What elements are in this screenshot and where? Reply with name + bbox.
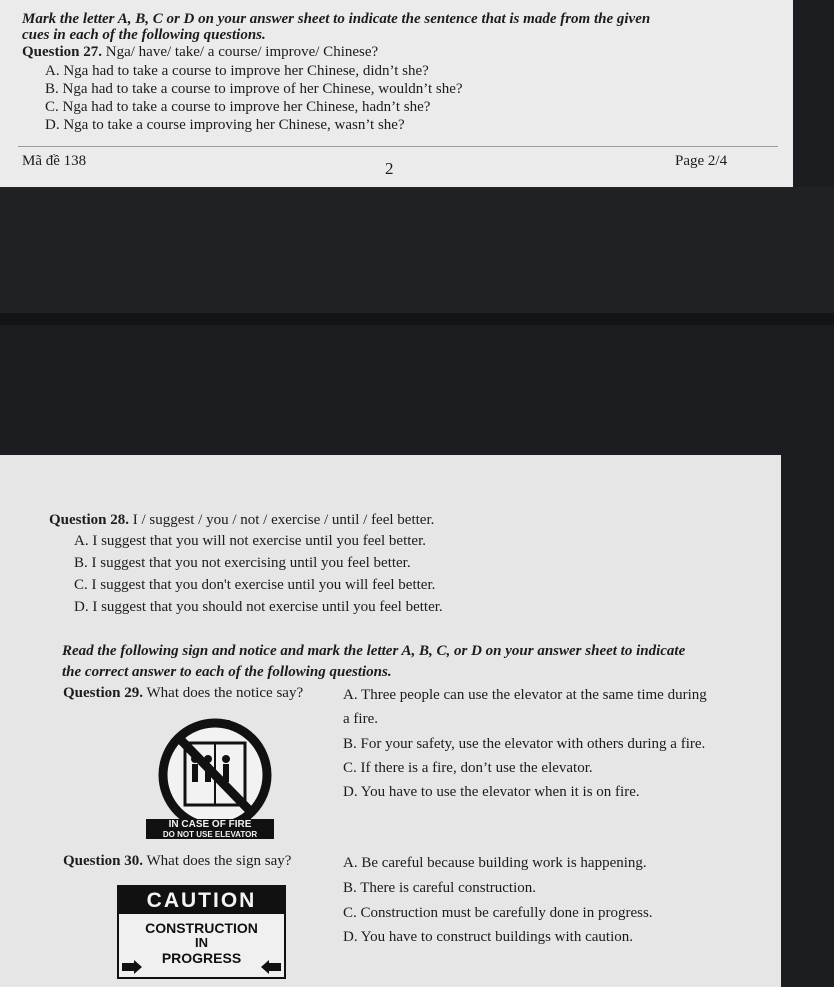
section-instruction-1: Read the following sign and notice and mark the letter A, B, C, or D on your answer sheet to indicate — [62, 643, 686, 659]
q28-option-d: D. I suggest that you should not exercise until you feel better. — [74, 599, 443, 615]
arrow-right-icon — [122, 960, 142, 974]
elevator-sign-line-1: IN CASE OF FIRE — [146, 819, 274, 830]
q28-option-a: A. I suggest that you will not exercise until you feel better. — [74, 533, 427, 549]
elevator-sign-line-2: DO NOT USE ELEVATOR — [146, 830, 274, 839]
question-28 — [49, 511, 434, 529]
progress-label: PROGRESS — [161, 950, 242, 966]
q29-option-b: B. For your safety, use the elevator with others during a fire. — [343, 736, 706, 752]
dark-gap — [0, 187, 834, 313]
q29-option-c: C. If there is a fire, don’t use the elevator. — [343, 760, 593, 776]
elevator-sign-caption — [146, 819, 274, 839]
question-29 — [63, 684, 303, 702]
q29-option-a-line-2: a fire. — [343, 711, 378, 727]
q30-option-c: C. Construction must be carefully done in progress. — [343, 905, 653, 921]
divider-bar — [0, 313, 834, 325]
q27-option-c: C. Nga had to take a course to improve her Chinese, hadn’t she? — [45, 99, 431, 115]
question-29-label: Question 29. — [63, 685, 144, 701]
q27-option-a: A. Nga had to take a course to improve her Chinese, didn’t she? — [45, 63, 429, 79]
q29-option-a-line-1: A. Three people can use the elevator at the same time during — [343, 687, 707, 703]
q27-option-b: B. Nga had to take a course to improve of her Chinese, wouldn’t she? — [45, 81, 463, 97]
section-instruction-2: the correct answer to each of the following questions. — [62, 664, 392, 680]
question-28-label: Question 28. — [49, 512, 130, 528]
construction-label: CONSTRUCTION — [145, 920, 258, 936]
question-27-cues: Nga/ have/ take/ a course/ improve/ Chinese? — [105, 44, 379, 60]
q30-option-b: B. There is careful construction. — [343, 880, 536, 896]
q28-option-b: B. I suggest that you not exercising until you feel better. — [74, 555, 411, 571]
question-30-text: What does the sign say? — [146, 853, 292, 869]
question-27-label: Question 27. — [22, 44, 103, 60]
arrow-left-icon — [261, 960, 281, 974]
question-28-cues: I / suggest / you / not / exercise / until / feel better. — [132, 512, 435, 528]
instruction-line-1: Mark the letter A, B, C or D on your answer sheet to indicate the sentence that is made from the given — [22, 11, 651, 27]
in-label: IN — [195, 935, 208, 950]
exam-code: Mã đề 138 — [22, 153, 87, 169]
caution-label: CAUTION — [119, 887, 284, 914]
q30-option-d: D. You have to construct buildings with caution. — [343, 929, 633, 945]
q30-option-a: A. Be careful because building work is happening. — [343, 855, 647, 871]
q27-option-d: D. Nga to take a course improving her Chinese, wasn’t she? — [45, 117, 405, 133]
page-number: 2 — [385, 159, 394, 178]
q28-option-c: C. I suggest that you don't exercise until you will feel better. — [74, 577, 436, 593]
question-27 — [22, 43, 378, 61]
question-30-label: Question 30. — [63, 853, 144, 869]
q29-option-d: D. You have to use the elevator when it is on fire. — [343, 784, 640, 800]
page-rule — [18, 146, 778, 147]
dark-gap-2 — [0, 325, 834, 455]
question-29-text: What does the notice say? — [146, 685, 304, 701]
question-30 — [63, 852, 291, 870]
instruction-line-2: cues in each of the following questions. — [22, 27, 266, 43]
caution-construction-sign — [117, 885, 286, 979]
page-indicator: Page 2/4 — [675, 153, 728, 169]
